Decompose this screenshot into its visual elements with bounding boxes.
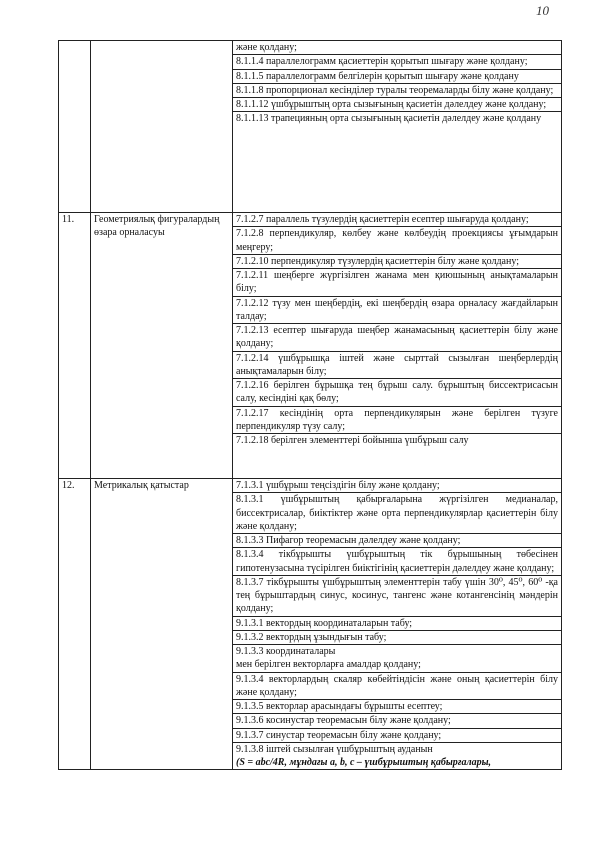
row-objectives (233, 213, 562, 479)
row-number: 12. (59, 479, 91, 770)
objective-item: 7.1.2.13 есептер шығаруда шеңбер жанамасының қасиеттерін білу және қолдану; (233, 324, 561, 352)
objective-item: 8.1.3.1 үшбұрыштың қабырғаларына жүргізілген медианалар, биссектрисалар, биіктіктер және орта перпендикулярлар қасиеттерін білу және қолдану; (233, 493, 561, 534)
objective-item: 7.1.2.12 түзу мен шеңбердің, екі шеңбердің өзара орналасу жағдайларын талдау; (233, 297, 561, 325)
objective-item: 7.1.2.7 параллель түзулердің қасиеттерін есептер шығаруда қолдану; (233, 213, 561, 227)
table-row (59, 479, 562, 770)
objective-item: 7.1.3.1 үшбұрыш теңсіздігін білу және қолдану; (233, 479, 561, 493)
row-number (59, 41, 91, 213)
row-topic (91, 41, 233, 213)
objective-item: 7.1.2.14 үшбұрышқа іштей және сырттай сызылған шеңберлердің анықтамаларын білу; (233, 352, 561, 380)
objective-item: 9.1.3.2 вектордың ұзындығын табу; (233, 631, 561, 645)
row-topic: Метрикалық қатыстар (91, 479, 233, 770)
row-number: 11. (59, 213, 91, 479)
table-row (59, 41, 562, 213)
objective-item: 8.1.1.4 параллелограмм қасиеттерін қорытып шығару және қолдану; (233, 55, 561, 69)
row-topic: Геометриялық фигуралардың өзара орналасуы (91, 213, 233, 479)
objective-item: 8.1.1.12 үшбұрыштың орта сызығының қасиетін дәлелдеу және қолдану; (233, 98, 561, 112)
objective-item: мен берілген векторларға амалдар қолдану; (233, 658, 561, 672)
objective-item: 8.1.3.3 Пифагор теоремасын дәлелдеу және қолдану; (233, 534, 561, 548)
objective-item: 9.1.3.3 координаталары (236, 646, 336, 657)
objective-item: 9.1.3.7 синустар теоремасын білу және қолдану; (233, 729, 561, 743)
objective-item: 7.1.2.18 берілген элементтері бойынша үшбұрыш салу (236, 435, 469, 446)
objective-item: 9.1.3.6 косинустар теоремасын білу және қолдану; (233, 714, 561, 728)
table-row (59, 213, 562, 479)
page-number: 10 (536, 3, 549, 18)
area-formula: (S = abc/4R, мұндағы a, b, c – үшбұрыштың қабырғалары, (236, 757, 492, 768)
objective-item: 9.1.3.8 іштей сызылған үшбұрыштың ауданын (236, 743, 433, 755)
objective-item: және қолдану; (233, 41, 561, 55)
objective-item: 9.1.3.1 вектордың координаталарын табу; (233, 617, 561, 631)
objective-item: 7.1.2.8 перпендикуляр, көлбеу және көлбеудің проекциясы ұғымдарын меңгеру; (233, 227, 561, 255)
objective-item: 8.1.1.8 пропорционал кесінділер туралы теоремаларды білу және қолдану; (233, 84, 561, 98)
objective-item: 9.1.3.5 векторлар арасындағы бұрышты есептеу; (233, 700, 561, 714)
objective-item: 8.1.3.4 тікбұрышты үшбұрыштың тік бұрышының төбесінен гипотенузасына түсірілген биіктігінің қасиеттерін дәлелдеу және қолдану; (233, 548, 561, 576)
objective-item: 7.1.2.17 кесіндінің орта перпендикулярын және берілген түзуге перпендикуляр түзу салу; (233, 407, 561, 435)
objective-item: 7.1.2.10 перпендикуляр түзулердің қасиеттерін білу және қолдану; (233, 255, 561, 269)
row-objectives (233, 41, 562, 213)
objective-item: 9.1.3.4 векторлардың скаляр көбейтіндісін және оның қасиеттерін білу және қолдану; (233, 673, 561, 701)
objective-item: 8.1.1.5 параллелограмм белгілерін қорытып шығару және қолдану (233, 70, 561, 84)
objective-item: 8.1.1.13 трапецияның орта сызығының қасиетін дәлелдеу және қолдану (236, 113, 542, 125)
curriculum-table (58, 40, 562, 770)
objective-item: 8.1.3.7 тікбұрышты үшбұрыштың элементтерін табу үшін 30⁰, 45⁰, 60⁰ -қа тең бұрыштардың синус, косинус, тангенс және котангенсінің мәндерін қолдану; (233, 576, 561, 617)
row-objectives (233, 479, 562, 770)
objective-item: 7.1.2.11 шеңберге жүргізілген жанама мен қиюшының анықтамаларын білу; (233, 269, 561, 297)
objective-item: 7.1.2.16 берілген бұрышқа тең бұрыш салу. бұрыштың биссектрисасын салу, кесіндіні қақ бөлу; (233, 379, 561, 407)
